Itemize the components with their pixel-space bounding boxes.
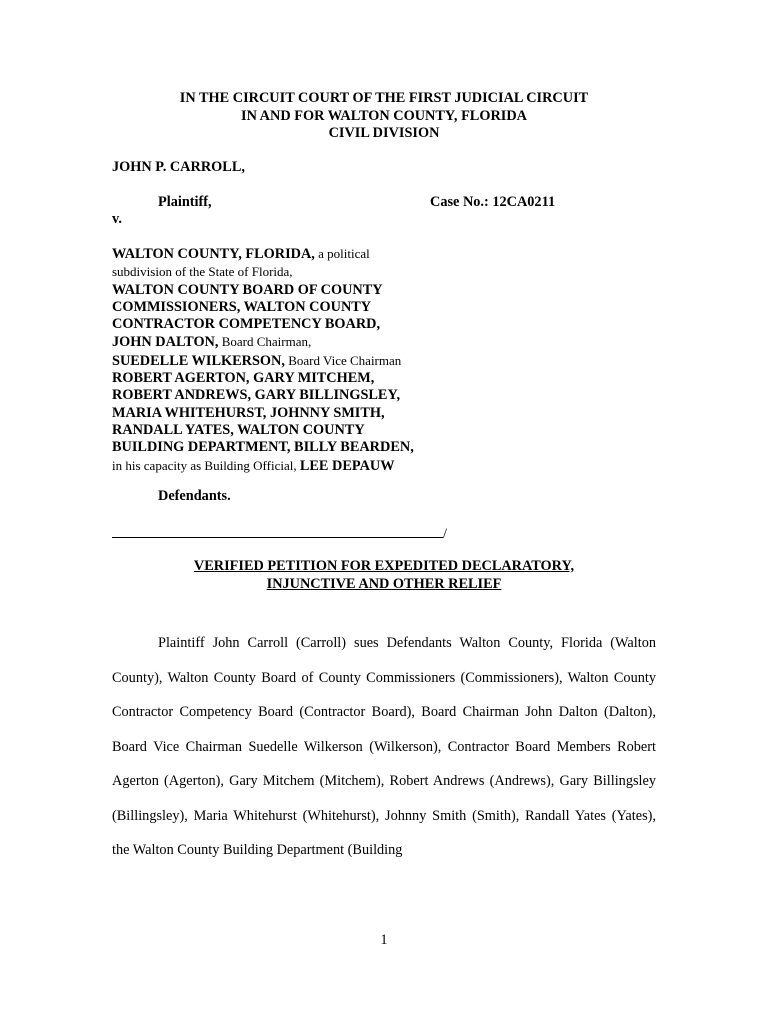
defendant-name: JOHN DALTON, (112, 334, 219, 351)
defendants-list (112, 245, 414, 475)
defendant-line (112, 457, 414, 475)
defendant-description: subdivision of the State of Florida, (112, 264, 293, 280)
caption-line-2: IN AND FOR WALTON COUNTY, FLORIDA (241, 107, 527, 124)
body-text (112, 626, 656, 868)
defendants-label: Defendants. (158, 488, 231, 504)
court-caption (0, 90, 768, 143)
defendant-line: MARIA WHITEHURST, JOHNNY SMITH, (112, 404, 385, 421)
plaintiff-label: Plaintiff, (158, 194, 212, 210)
defendant-line (112, 352, 414, 370)
caption-separator-line (112, 523, 447, 543)
defendant-line: ROBERT AGERTON, GARY MITCHEM, (112, 370, 375, 387)
versus-label: v. (112, 211, 122, 227)
defendant-name: SUEDELLE WILKERSON, (112, 352, 285, 369)
document-title (0, 558, 768, 593)
title-line-2: INJUNCTIVE AND OTHER RELIEF (266, 575, 502, 592)
defendant-line: COMMISSIONERS, WALTON COUNTY (112, 298, 372, 315)
separator-slash: / (443, 526, 447, 542)
defendant-name: WALTON COUNTY, FLORIDA, (112, 246, 315, 262)
defendant-description: Board Vice Chairman (284, 352, 402, 368)
paragraph: Plaintiff John Carroll (Carroll) sues Defendants Walton County, Florida (Walton County), Walton County Board of County Commissioners (Commissioners), Walton County Contractor Competency Board (Contractor Board), Board Chairman John Dalton (Dalton), Board Vice Chairman Suedelle Wilkerson (Wilkerson), Contractor Board Members Robert Agerton (Agerton), Gary Mitchem (Mitchem), Robert Andrews (Andrews), Gary Billingsley (Billingsley), Maria Whitehurst (Whitehurst), Johnny Smith (Smith), Randall Yates (Yates), the Walton County Building Department (Building (112, 635, 656, 858)
defendant-line (112, 245, 414, 263)
caption-line-3: CIVIL DIVISION (328, 125, 440, 141)
defendant-line: RANDALL YATES, WALTON COUNTY (112, 421, 365, 438)
defendant-line: CONTRACTOR COMPETENCY BOARD, (112, 316, 381, 333)
defendant-description: in his capacity as Building Official, (112, 457, 300, 473)
defendant-line (112, 333, 414, 351)
case-number: Case No.: 12CA0211 (430, 194, 556, 210)
defendant-name: LEE DEPAUW (299, 457, 395, 474)
defendant-line (112, 263, 414, 281)
separator-rule (112, 523, 443, 538)
defendant-description: Board Chairman, (218, 334, 312, 350)
plaintiff-name: JOHN P. CARROLL, (112, 159, 245, 175)
defendant-line: ROBERT ANDREWS, GARY BILLINGSLEY, (112, 387, 401, 404)
defendant-description: a political (314, 246, 370, 261)
defendant-line: WALTON COUNTY BOARD OF COUNTY (112, 281, 383, 298)
defendant-line: BUILDING DEPARTMENT, BILLY BEARDEN, (112, 439, 414, 456)
caption-line-1: IN THE CIRCUIT COURT OF THE FIRST JUDICIAL CIRCUIT (179, 90, 589, 106)
page-number: 1 (380, 932, 388, 948)
title-line-1: VERIFIED PETITION FOR EXPEDITED DECLARATORY, (193, 558, 575, 574)
